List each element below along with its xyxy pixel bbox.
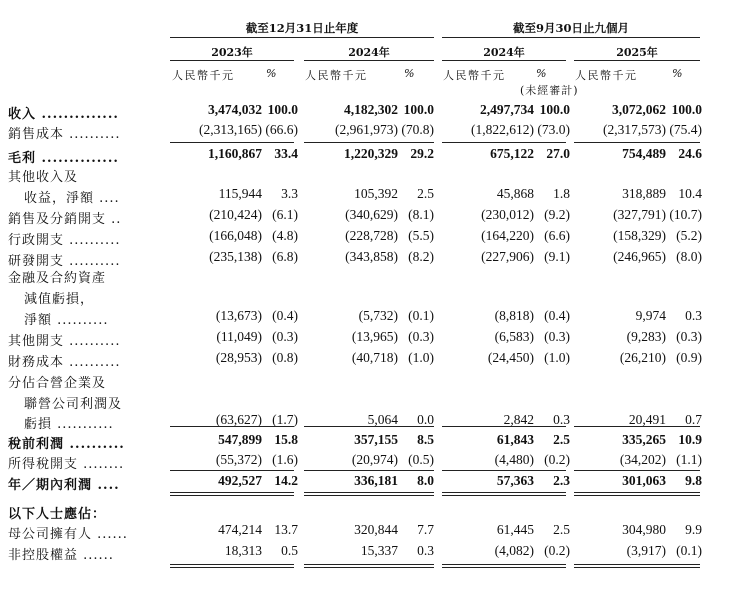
total-rule <box>442 492 566 493</box>
cell-amount: (13,965) <box>351 329 398 344</box>
cell-percent: (0.3) <box>408 329 434 344</box>
unaudited-note: (未經審計) <box>520 84 579 97</box>
cell-percent: (75.4) <box>669 122 702 137</box>
header-nine-months: 截至9月30日止九個月 <box>512 21 629 35</box>
cell-percent: 27.0 <box>546 146 570 161</box>
cell-amount: (210,424) <box>209 207 262 222</box>
cell-percent: 0.3 <box>417 543 434 558</box>
total-rule <box>442 564 566 565</box>
cell-amount: (228,728) <box>345 228 398 243</box>
cell-amount: (28,953) <box>215 350 262 365</box>
row-label: 非控股權益 ...... <box>8 548 114 563</box>
cell-amount: 2,842 <box>503 412 534 427</box>
cell-amount: (2,961,973) <box>335 122 398 137</box>
total-rule <box>574 492 700 493</box>
cell-amount: (158,329) <box>613 228 666 243</box>
cell-percent: (8.1) <box>408 207 434 222</box>
total-rule <box>574 495 700 496</box>
cell-percent: (0.5) <box>408 452 434 467</box>
cell-percent: 9.8 <box>685 473 702 488</box>
row-label: 分佔合營企業及 <box>8 376 107 391</box>
year-rule <box>574 60 700 61</box>
cell-amount: (26,210) <box>619 350 666 365</box>
pct-header: % <box>672 67 683 80</box>
cell-amount: (235,138) <box>209 249 262 264</box>
total-rule <box>304 495 434 496</box>
cell-amount: 335,265 <box>622 432 666 447</box>
cell-amount: 357,155 <box>354 432 398 447</box>
cell-percent: 14.2 <box>274 473 298 488</box>
cell-amount: (230,012) <box>481 207 534 222</box>
cell-percent: 1.8 <box>553 186 570 201</box>
cell-percent: (1.0) <box>544 350 570 365</box>
year-header: 2024年 <box>483 46 525 59</box>
cell-percent: (70.8) <box>401 122 434 137</box>
subtotal-rule <box>574 470 700 471</box>
cell-amount: 15,337 <box>360 543 398 558</box>
total-rule <box>574 564 700 565</box>
row-label: 收益，淨額 .... <box>24 191 120 206</box>
year-rule <box>442 60 566 61</box>
cell-amount: 61,843 <box>496 432 534 447</box>
cell-percent: (0.2) <box>544 543 570 558</box>
subtotal-rule <box>574 142 700 143</box>
cell-amount: 336,181 <box>354 473 398 488</box>
cell-percent: (8.2) <box>408 249 434 264</box>
total-rule <box>304 567 434 568</box>
row-label: 研發開支 .......... <box>8 254 121 269</box>
subtotal-rule <box>170 142 294 143</box>
cell-percent: 9.9 <box>685 522 702 537</box>
row-label: 收入 .............. <box>8 107 119 122</box>
cell-percent: 0.3 <box>553 412 570 427</box>
total-rule <box>304 564 434 565</box>
subtotal-rule <box>442 426 566 427</box>
cell-percent: (6.6) <box>544 228 570 243</box>
row-label: 毛利 .............. <box>8 151 119 166</box>
cell-percent: (5.2) <box>676 228 702 243</box>
cell-percent: (0.9) <box>676 350 702 365</box>
cell-amount: 5,064 <box>367 412 398 427</box>
cell-amount: (166,048) <box>209 228 262 243</box>
cell-percent: 100.0 <box>403 102 434 117</box>
cell-amount: (4,082) <box>494 543 534 558</box>
cell-amount: 301,063 <box>622 473 666 488</box>
unit-header: 人民幣千元 <box>575 69 638 82</box>
subtotal-rule <box>304 142 434 143</box>
subtotal-rule <box>304 470 434 471</box>
subtotal-rule <box>170 426 294 427</box>
cell-percent: 10.9 <box>678 432 702 447</box>
cell-percent: 24.6 <box>678 146 702 161</box>
total-rule <box>170 564 294 565</box>
cell-percent: 8.0 <box>417 473 434 488</box>
unit-header: 人民幣千元 <box>172 69 235 82</box>
cell-amount: 4,182,302 <box>344 102 398 117</box>
cell-percent: (5.5) <box>408 228 434 243</box>
total-rule <box>170 492 294 493</box>
row-label: 年／期內利潤 .... <box>8 478 120 493</box>
total-rule <box>442 495 566 496</box>
cell-amount: 45,868 <box>496 186 534 201</box>
cell-percent: (73.0) <box>537 122 570 137</box>
header-annual: 截至12月31日止年度 <box>245 21 359 35</box>
subtotal-rule <box>170 470 294 471</box>
cell-amount: (6,583) <box>494 329 534 344</box>
cell-amount: (2,313,165) <box>199 122 262 137</box>
cell-percent: 3.3 <box>281 186 298 201</box>
cell-amount: (4,480) <box>494 452 534 467</box>
cell-percent: 10.4 <box>678 186 702 201</box>
row-label: 母公司擁有人 ...... <box>8 527 128 542</box>
row-label: 聯營公司利潤及 <box>24 397 123 412</box>
row-label: 銷售成本 .......... <box>8 127 121 142</box>
total-rule <box>170 567 294 568</box>
cell-amount: (55,372) <box>215 452 262 467</box>
total-rule <box>304 492 434 493</box>
cell-percent: 8.5 <box>417 432 434 447</box>
subtotal-rule <box>442 142 566 143</box>
cell-percent: 15.8 <box>274 432 298 447</box>
header-rule <box>170 37 434 38</box>
cell-percent: 29.2 <box>410 146 434 161</box>
year-rule <box>304 60 434 61</box>
cell-amount: 1,220,329 <box>344 146 398 161</box>
cell-amount: (11,049) <box>216 329 262 344</box>
cell-percent: 100.0 <box>671 102 702 117</box>
row-label: 其他收入及 <box>8 170 79 185</box>
cell-amount: 3,072,062 <box>612 102 666 117</box>
cell-amount: 115,944 <box>218 186 262 201</box>
cell-amount: 547,899 <box>218 432 262 447</box>
row-label: 財務成本 .......... <box>8 355 121 370</box>
cell-percent: (0.4) <box>272 308 298 323</box>
row-label: 銷售及分銷開支 .. <box>8 212 122 227</box>
cell-amount: (63,627) <box>215 412 262 427</box>
subtotal-rule <box>304 426 434 427</box>
cell-percent: (1.1) <box>676 452 702 467</box>
cell-percent: (0.3) <box>544 329 570 344</box>
cell-amount: 754,489 <box>622 146 666 161</box>
subtotal-rule <box>574 426 700 427</box>
row-label: 其他開支 .......... <box>8 334 121 349</box>
cell-percent: 100.0 <box>539 102 570 117</box>
cell-percent: 0.0 <box>417 412 434 427</box>
cell-percent: 0.7 <box>685 412 702 427</box>
cell-percent: 100.0 <box>267 102 298 117</box>
cell-amount: 318,889 <box>622 186 666 201</box>
cell-amount: (1,822,612) <box>471 122 534 137</box>
cell-amount: (40,718) <box>351 350 398 365</box>
cell-percent: (1.0) <box>408 350 434 365</box>
cell-percent: 7.7 <box>417 522 434 537</box>
cell-amount: 320,844 <box>354 522 398 537</box>
cell-percent: 0.5 <box>281 543 298 558</box>
unit-header: 人民幣千元 <box>305 69 368 82</box>
cell-amount: (34,202) <box>619 452 666 467</box>
cell-amount: 57,363 <box>496 473 534 488</box>
cell-amount: (227,906) <box>481 249 534 264</box>
total-rule <box>574 567 700 568</box>
cell-percent: (0.1) <box>676 543 702 558</box>
row-label: 稅前利潤 .......... <box>8 437 125 452</box>
cell-amount: (2,317,573) <box>603 122 666 137</box>
cell-percent: (0.3) <box>272 329 298 344</box>
cell-percent: 2.3 <box>553 473 570 488</box>
cell-percent: 0.3 <box>685 308 702 323</box>
total-rule <box>442 567 566 568</box>
cell-percent: 13.7 <box>274 522 298 537</box>
cell-amount: 1,160,867 <box>208 146 262 161</box>
row-label: 所得稅開支 ........ <box>8 457 125 472</box>
cell-amount: 2,497,734 <box>480 102 534 117</box>
cell-amount: 18,313 <box>224 543 262 558</box>
cell-percent: 2.5 <box>417 186 434 201</box>
cell-percent: (0.8) <box>272 350 298 365</box>
cell-amount: (9,283) <box>626 329 666 344</box>
row-label: 淨額 .......... <box>24 313 109 328</box>
cell-amount: (340,629) <box>345 207 398 222</box>
cell-amount: (3,917) <box>626 543 666 558</box>
cell-amount: 304,980 <box>622 522 666 537</box>
cell-percent: (0.3) <box>676 329 702 344</box>
cell-amount: (20,974) <box>351 452 398 467</box>
cell-amount: (8,818) <box>494 308 534 323</box>
year-header: 2025年 <box>616 46 658 59</box>
cell-amount: 675,122 <box>490 146 534 161</box>
pct-header: % <box>404 67 415 80</box>
row-label: 行政開支 .......... <box>8 233 121 248</box>
cell-percent: (6.1) <box>272 207 298 222</box>
cell-amount: (13,673) <box>215 308 262 323</box>
pct-header: % <box>536 67 547 80</box>
cell-percent: (6.8) <box>272 249 298 264</box>
cell-amount: (24,450) <box>487 350 534 365</box>
year-header: 2024年 <box>348 46 390 59</box>
cell-amount: (246,965) <box>613 249 666 264</box>
cell-percent: (4.8) <box>272 228 298 243</box>
cell-percent: (0.1) <box>408 308 434 323</box>
row-label: 虧損 ........... <box>24 417 114 432</box>
cell-percent: (0.4) <box>544 308 570 323</box>
subtotal-rule <box>442 470 566 471</box>
cell-percent: 2.5 <box>553 522 570 537</box>
header-rule <box>442 37 700 38</box>
cell-percent: (10.7) <box>669 207 702 222</box>
cell-percent: (9.1) <box>544 249 570 264</box>
row-label: 減值虧損， <box>24 292 95 307</box>
cell-percent: (0.2) <box>544 452 570 467</box>
cell-amount: 492,527 <box>218 473 262 488</box>
cell-percent: (1.7) <box>272 412 298 427</box>
cell-amount: (164,220) <box>481 228 534 243</box>
total-rule <box>170 495 294 496</box>
cell-amount: 474,214 <box>218 522 262 537</box>
cell-amount: 61,445 <box>496 522 534 537</box>
cell-amount: 3,474,032 <box>208 102 262 117</box>
year-rule <box>170 60 294 61</box>
cell-amount: 9,974 <box>635 308 666 323</box>
cell-percent: (9.2) <box>544 207 570 222</box>
year-header: 2023年 <box>211 46 253 59</box>
row-label: 以下人士應佔： <box>8 507 107 522</box>
cell-amount: 105,392 <box>354 186 398 201</box>
cell-percent: (1.6) <box>272 452 298 467</box>
cell-percent: (8.0) <box>676 249 702 264</box>
cell-amount: (327,791) <box>613 207 666 222</box>
cell-percent: 33.4 <box>274 146 298 161</box>
pct-header: % <box>266 67 277 80</box>
cell-percent: 2.5 <box>553 432 570 447</box>
cell-amount: (343,858) <box>345 249 398 264</box>
unit-header: 人民幣千元 <box>443 69 506 82</box>
cell-amount: (5,732) <box>358 308 398 323</box>
cell-percent: (66.6) <box>265 122 298 137</box>
row-label: 金融及合約資產 <box>8 271 107 286</box>
cell-amount: 20,491 <box>628 412 666 427</box>
